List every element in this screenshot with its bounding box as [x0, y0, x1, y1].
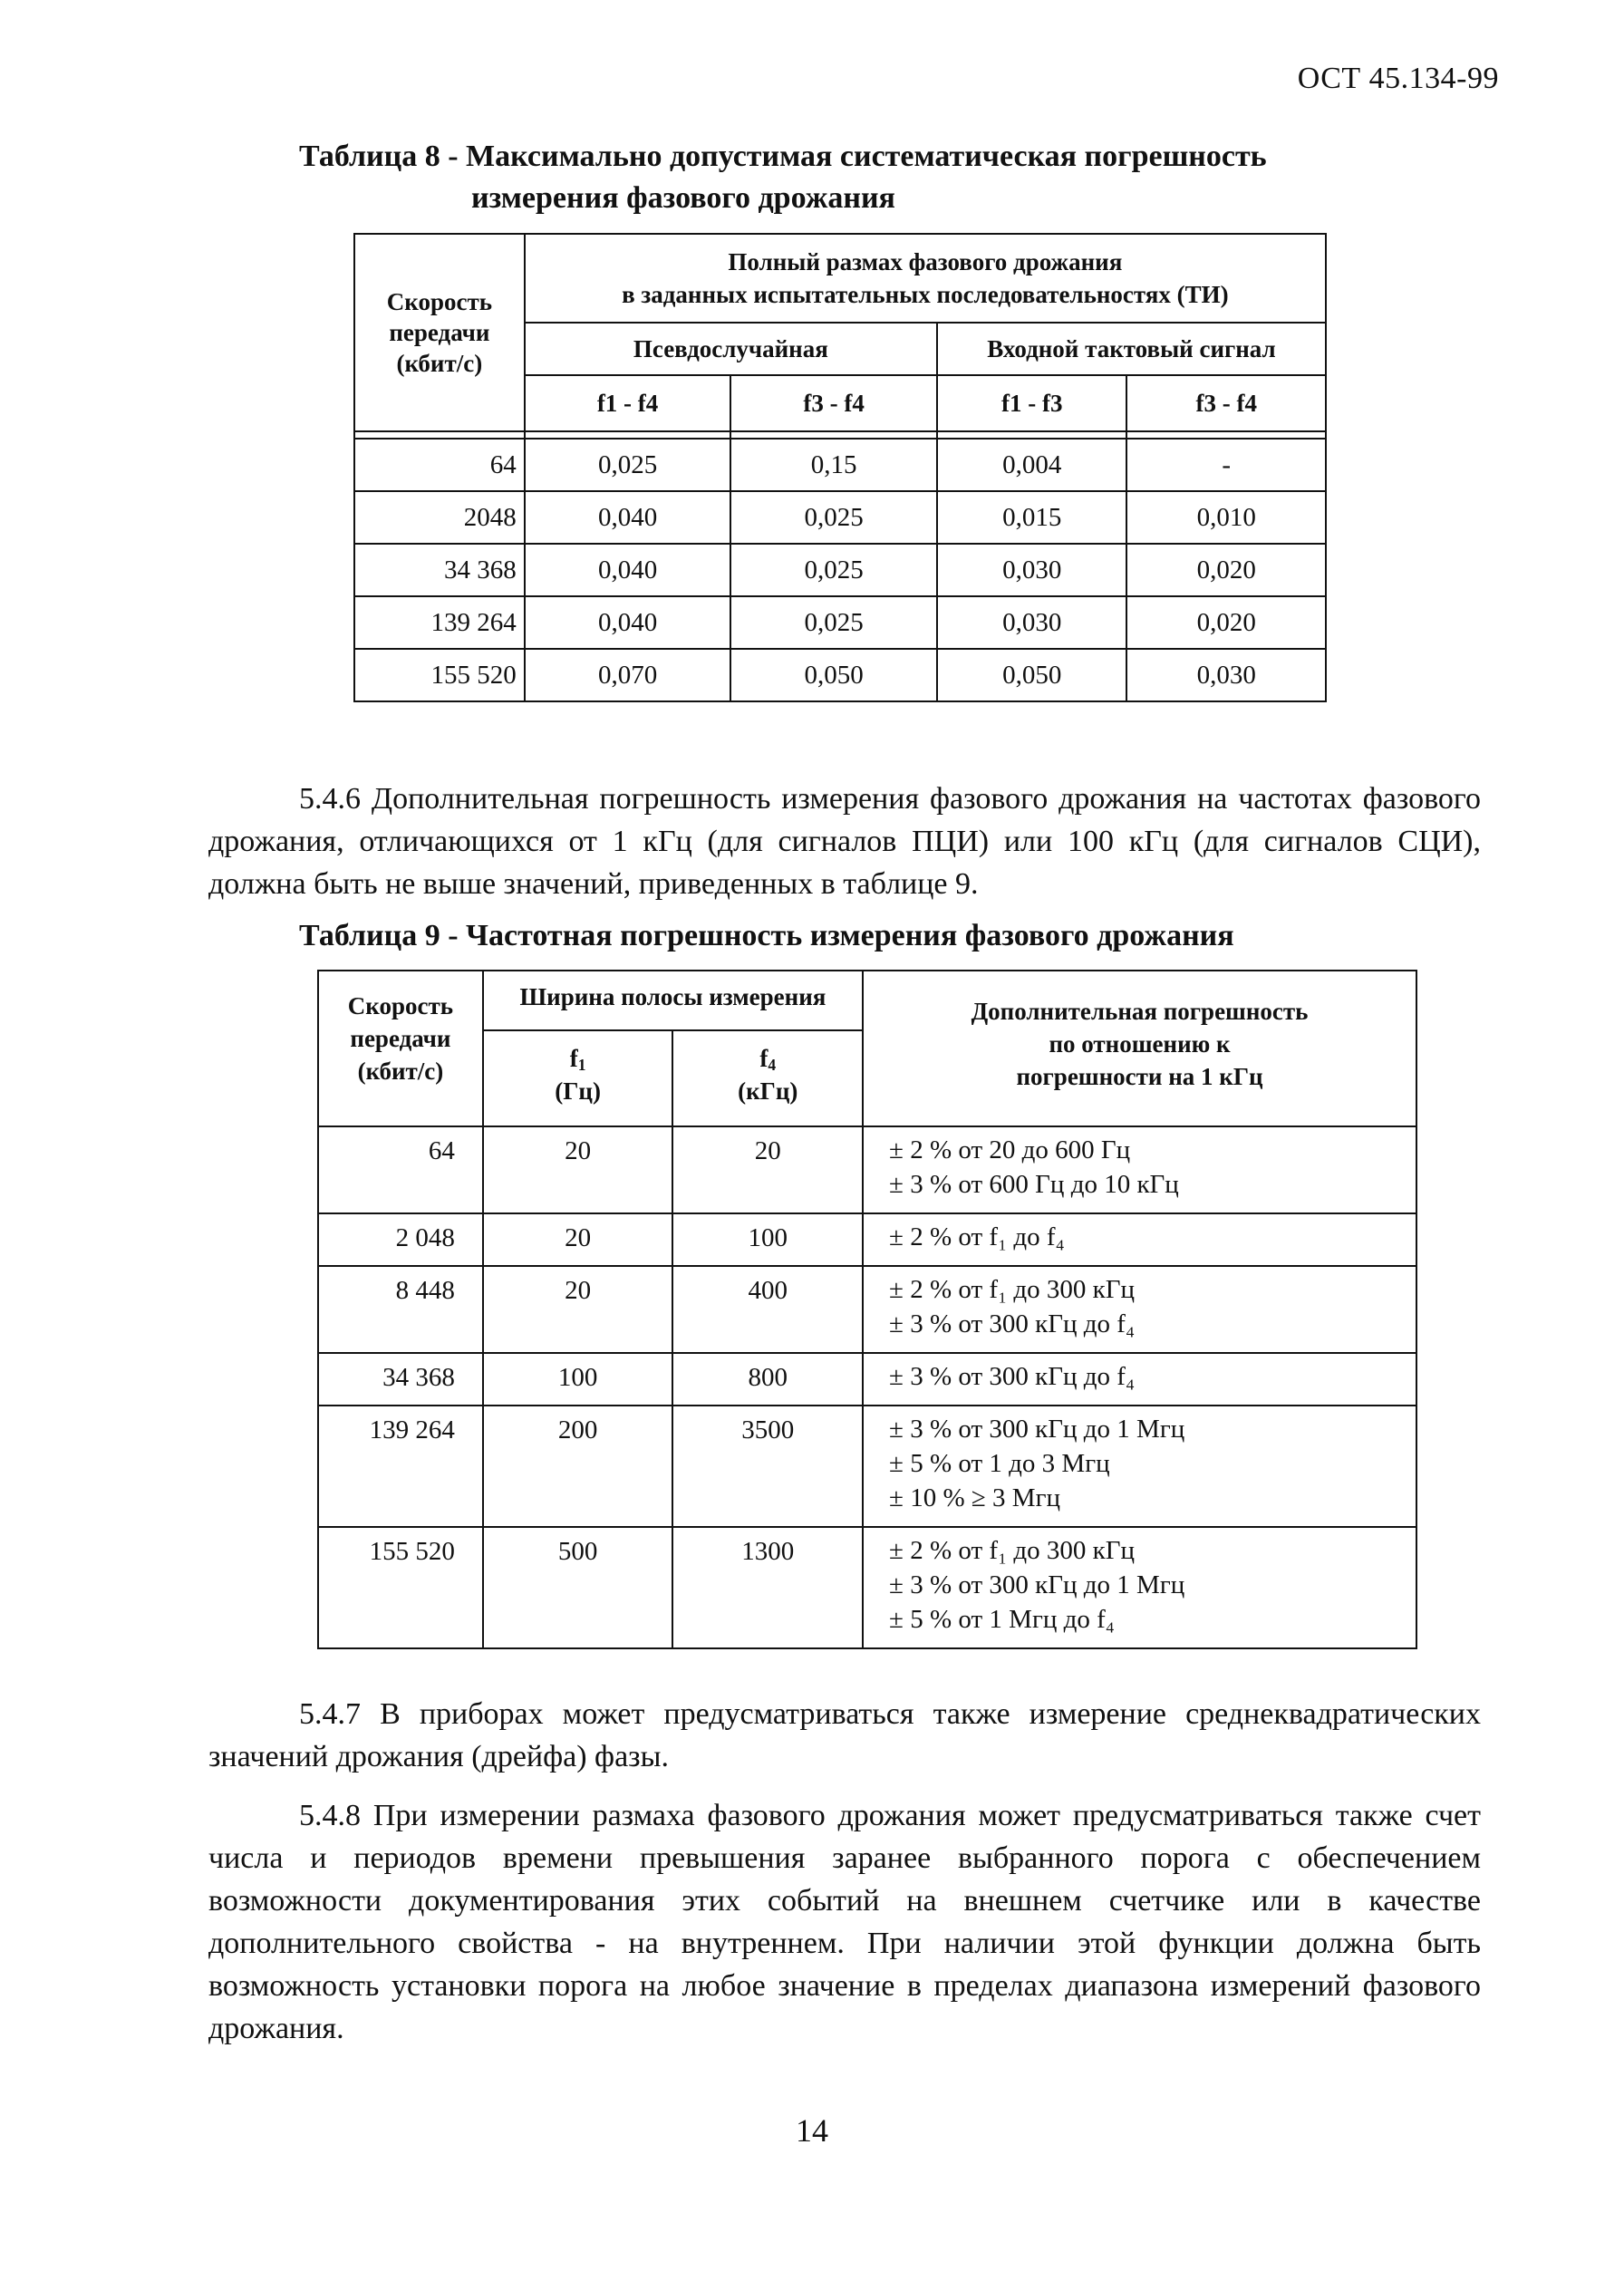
- paragraph-5-4-6: [208, 778, 1481, 905]
- table9-note-line: ± 3 % от 300 кГц до 1 Мгц: [889, 1415, 1185, 1444]
- table9-note-line: ± 10 % ≥ 3 Мгц: [889, 1483, 1060, 1512]
- document-code: ОСТ 45.134-99: [1297, 62, 1499, 95]
- table9-f1-cell: 500: [483, 1527, 673, 1648]
- table9-speed-cell: 155 520: [318, 1527, 483, 1648]
- table8-cell: 0,025: [730, 596, 937, 649]
- paragraph-text: Дополнительная погрешность измерения фазового дрожания на частотах фазового дрожания, отличающихся от 1 кГц (для сигналов ПЦИ) или 100 кГц (для сигналов СЦИ), должна быть не выше значений, приведенных в таблице 9.: [208, 782, 1481, 901]
- table8-cell: 0,050: [937, 649, 1127, 701]
- table8-caption-line1: Таблица 8 - Максимально допустимая систематическая погрешность: [299, 140, 1267, 173]
- table8-speed-header-line3: (кбит/с): [396, 350, 483, 377]
- table-row: [318, 1213, 1416, 1266]
- table8-cell: 0,020: [1126, 596, 1326, 649]
- table9-note-line: ± 3 % от 600 Гц до 10 кГц: [889, 1170, 1179, 1199]
- table8-cell: 0,040: [525, 491, 731, 544]
- table8: [353, 233, 1327, 702]
- table8-speed-header-line2: передачи: [389, 319, 490, 346]
- table9-extra-header-line3: погрешности на 1 кГц: [1016, 1063, 1263, 1090]
- table9-note-cell: [863, 1406, 1416, 1527]
- table9-f4-subscript: 4: [768, 1056, 777, 1074]
- table8-cell: 0,030: [937, 544, 1127, 596]
- paragraph-number: 5.4.7: [299, 1697, 361, 1731]
- table-row: [318, 1527, 1416, 1648]
- table-row: [354, 649, 1326, 701]
- table8-speed-cell: 2048: [354, 491, 525, 544]
- table-row: [354, 596, 1326, 649]
- table-row: [318, 1353, 1416, 1406]
- table9-f1-subscript: 1: [577, 1056, 586, 1074]
- table9-f4-cell: 20: [672, 1126, 863, 1213]
- table9-f1-header: [483, 1030, 673, 1126]
- page-number: 14: [796, 2112, 828, 2149]
- table8-cell: 0,025: [730, 544, 937, 596]
- table8-cell: 0,020: [1126, 544, 1326, 596]
- table9-note-line: ± 3 % от 300 кГц до f₄: [889, 1362, 1136, 1391]
- table8-cell: 0,070: [525, 649, 731, 701]
- table9-f1-cell: 200: [483, 1406, 673, 1527]
- paragraph-5-4-7: [208, 1693, 1481, 1778]
- table8-band-header: f3 - f4: [730, 375, 937, 431]
- table9-speed-header-line1: Скорость: [347, 992, 454, 1019]
- table8-caption-line2: измерения фазового дрожания: [471, 181, 895, 215]
- table9-extra-header-line1: Дополнительная погрешность: [971, 998, 1309, 1025]
- table8-band-header: f3 - f4: [1126, 375, 1326, 431]
- paragraph-number: 5.4.8: [299, 1799, 361, 1832]
- table-row: [354, 544, 1326, 596]
- table8-cell: 0,040: [525, 596, 731, 649]
- table9-f1-letter: f: [569, 1045, 578, 1072]
- table9-speed-cell: 64: [318, 1126, 483, 1213]
- table8-caption: [299, 136, 1387, 219]
- table8-cell: 0,030: [1126, 649, 1326, 701]
- paragraph-5-4-8: [208, 1794, 1481, 2050]
- table9-bandwidth-header: Ширина полосы измерения: [483, 971, 863, 1030]
- table9-f4-cell: 100: [672, 1213, 863, 1266]
- table9-f4-cell: 3500: [672, 1406, 863, 1527]
- table8-band-header: f1 - f4: [525, 375, 731, 431]
- table9-note-cell: [863, 1527, 1416, 1648]
- table9-f4-unit: (кГц): [738, 1077, 798, 1105]
- table9-note-line: ± 3 % от 300 кГц до f₄: [889, 1309, 1136, 1338]
- table9-f4-header: [672, 1030, 863, 1126]
- table9-extra-header-line2: по отношению к: [1049, 1030, 1231, 1058]
- table8-cell: 0,025: [730, 491, 937, 544]
- table9-caption: Таблица 9 - Частотная погрешность измерения фазового дрожания: [299, 919, 1234, 952]
- table9-f1-cell: 20: [483, 1126, 673, 1213]
- table8-cell: 0,010: [1126, 491, 1326, 544]
- table8-cell: 0,030: [937, 596, 1127, 649]
- table9-f1-cell: 100: [483, 1353, 673, 1406]
- table9-f4-letter: f: [759, 1045, 768, 1072]
- paragraph-text: При измерении размаха фазового дрожания может предусматриваться также счет числа и периодов времени превышения заранее выбранного порога с обеспечением возможности документирования этих событий на внешнем счетчике или в качестве дополнительного свойства - на внутреннем. При наличии этой функции должна быть возможность установки порога на любое значение в пределах диапазона измерений фазового дрожания.: [208, 1799, 1482, 2045]
- table9-speed-cell: 139 264: [318, 1406, 483, 1527]
- paragraph-number: 5.4.6: [299, 782, 361, 816]
- table9-extra-header: [863, 971, 1416, 1126]
- table9-note-cell: [863, 1266, 1416, 1353]
- table9: [317, 970, 1417, 1649]
- table9-f1-cell: 20: [483, 1266, 673, 1353]
- table8-speed-cell: 139 264: [354, 596, 525, 649]
- table9-note-cell: [863, 1353, 1416, 1406]
- table8-cell: 0,040: [525, 544, 731, 596]
- table9-note-line: ± 2 % от f₁ до f₄: [889, 1222, 1065, 1251]
- table9-note-line: ± 5 % от 1 до 3 Мгц: [889, 1449, 1110, 1478]
- table9-f4-cell: 1300: [672, 1527, 863, 1648]
- table8-speed-header: [354, 234, 525, 431]
- table8-cell: 0,025: [525, 439, 731, 491]
- table-row: [354, 491, 1326, 544]
- table9-speed-cell: 34 368: [318, 1353, 483, 1406]
- table8-group-header-line2: в заданных испытательных последовательностях (ТИ): [622, 281, 1229, 308]
- table9-note-line: ± 2 % от 20 до 600 Гц: [889, 1135, 1131, 1164]
- table-row: [318, 1266, 1416, 1353]
- table9-f4-symbol: [673, 1042, 862, 1075]
- table9-note-line: ± 5 % от 1 Мгц до f₄: [889, 1605, 1115, 1634]
- table9-note-cell: [863, 1213, 1416, 1266]
- table9-f1-symbol: [484, 1042, 672, 1075]
- table8-group-header: [525, 234, 1326, 323]
- table8-pseudo-header: Псевдослучайная: [525, 323, 937, 375]
- table9-f1-unit: (Гц): [555, 1077, 601, 1105]
- table9-f4-cell: 400: [672, 1266, 863, 1353]
- table9-f4-cell: 800: [672, 1353, 863, 1406]
- table9-speed-header: [318, 971, 483, 1126]
- table9-note-line: ± 2 % от f₁ до 300 кГц: [889, 1536, 1136, 1565]
- table8-band-header: f1 - f3: [937, 375, 1127, 431]
- table9-note-line: ± 3 % от 300 кГц до 1 Мгц: [889, 1570, 1185, 1599]
- table8-speed-cell: 34 368: [354, 544, 525, 596]
- table8-group-header-line1: Полный размах фазового дрожания: [728, 248, 1123, 275]
- table9-note-cell: [863, 1126, 1416, 1213]
- table8-cell: 0,15: [730, 439, 937, 491]
- table8-cell: 0,004: [937, 439, 1127, 491]
- paragraph-text: В приборах может предусматриваться также измерение среднеквадратических значений дрожания (дрейфа) фазы.: [208, 1697, 1482, 1773]
- table9-f1-cell: 20: [483, 1213, 673, 1266]
- table-row: [354, 439, 1326, 491]
- table8-cell: 0,050: [730, 649, 937, 701]
- table8-speed-cell: 64: [354, 439, 525, 491]
- table9-speed-cell: 8 448: [318, 1266, 483, 1353]
- table9-note-line: ± 2 % от f₁ до 300 кГц: [889, 1275, 1136, 1304]
- table8-clock-header: Входной тактовый сигнал: [937, 323, 1326, 375]
- table-row: [318, 1406, 1416, 1527]
- table8-speed-header-line1: Скорость: [386, 288, 492, 315]
- table9-speed-header-line2: передачи: [350, 1025, 451, 1052]
- table-row: [318, 1126, 1416, 1213]
- table8-cell: -: [1126, 439, 1326, 491]
- table8-speed-cell: 155 520: [354, 649, 525, 701]
- table8-cell: 0,015: [937, 491, 1127, 544]
- table9-speed-cell: 2 048: [318, 1213, 483, 1266]
- table9-speed-header-line3: (кбит/с): [357, 1058, 444, 1085]
